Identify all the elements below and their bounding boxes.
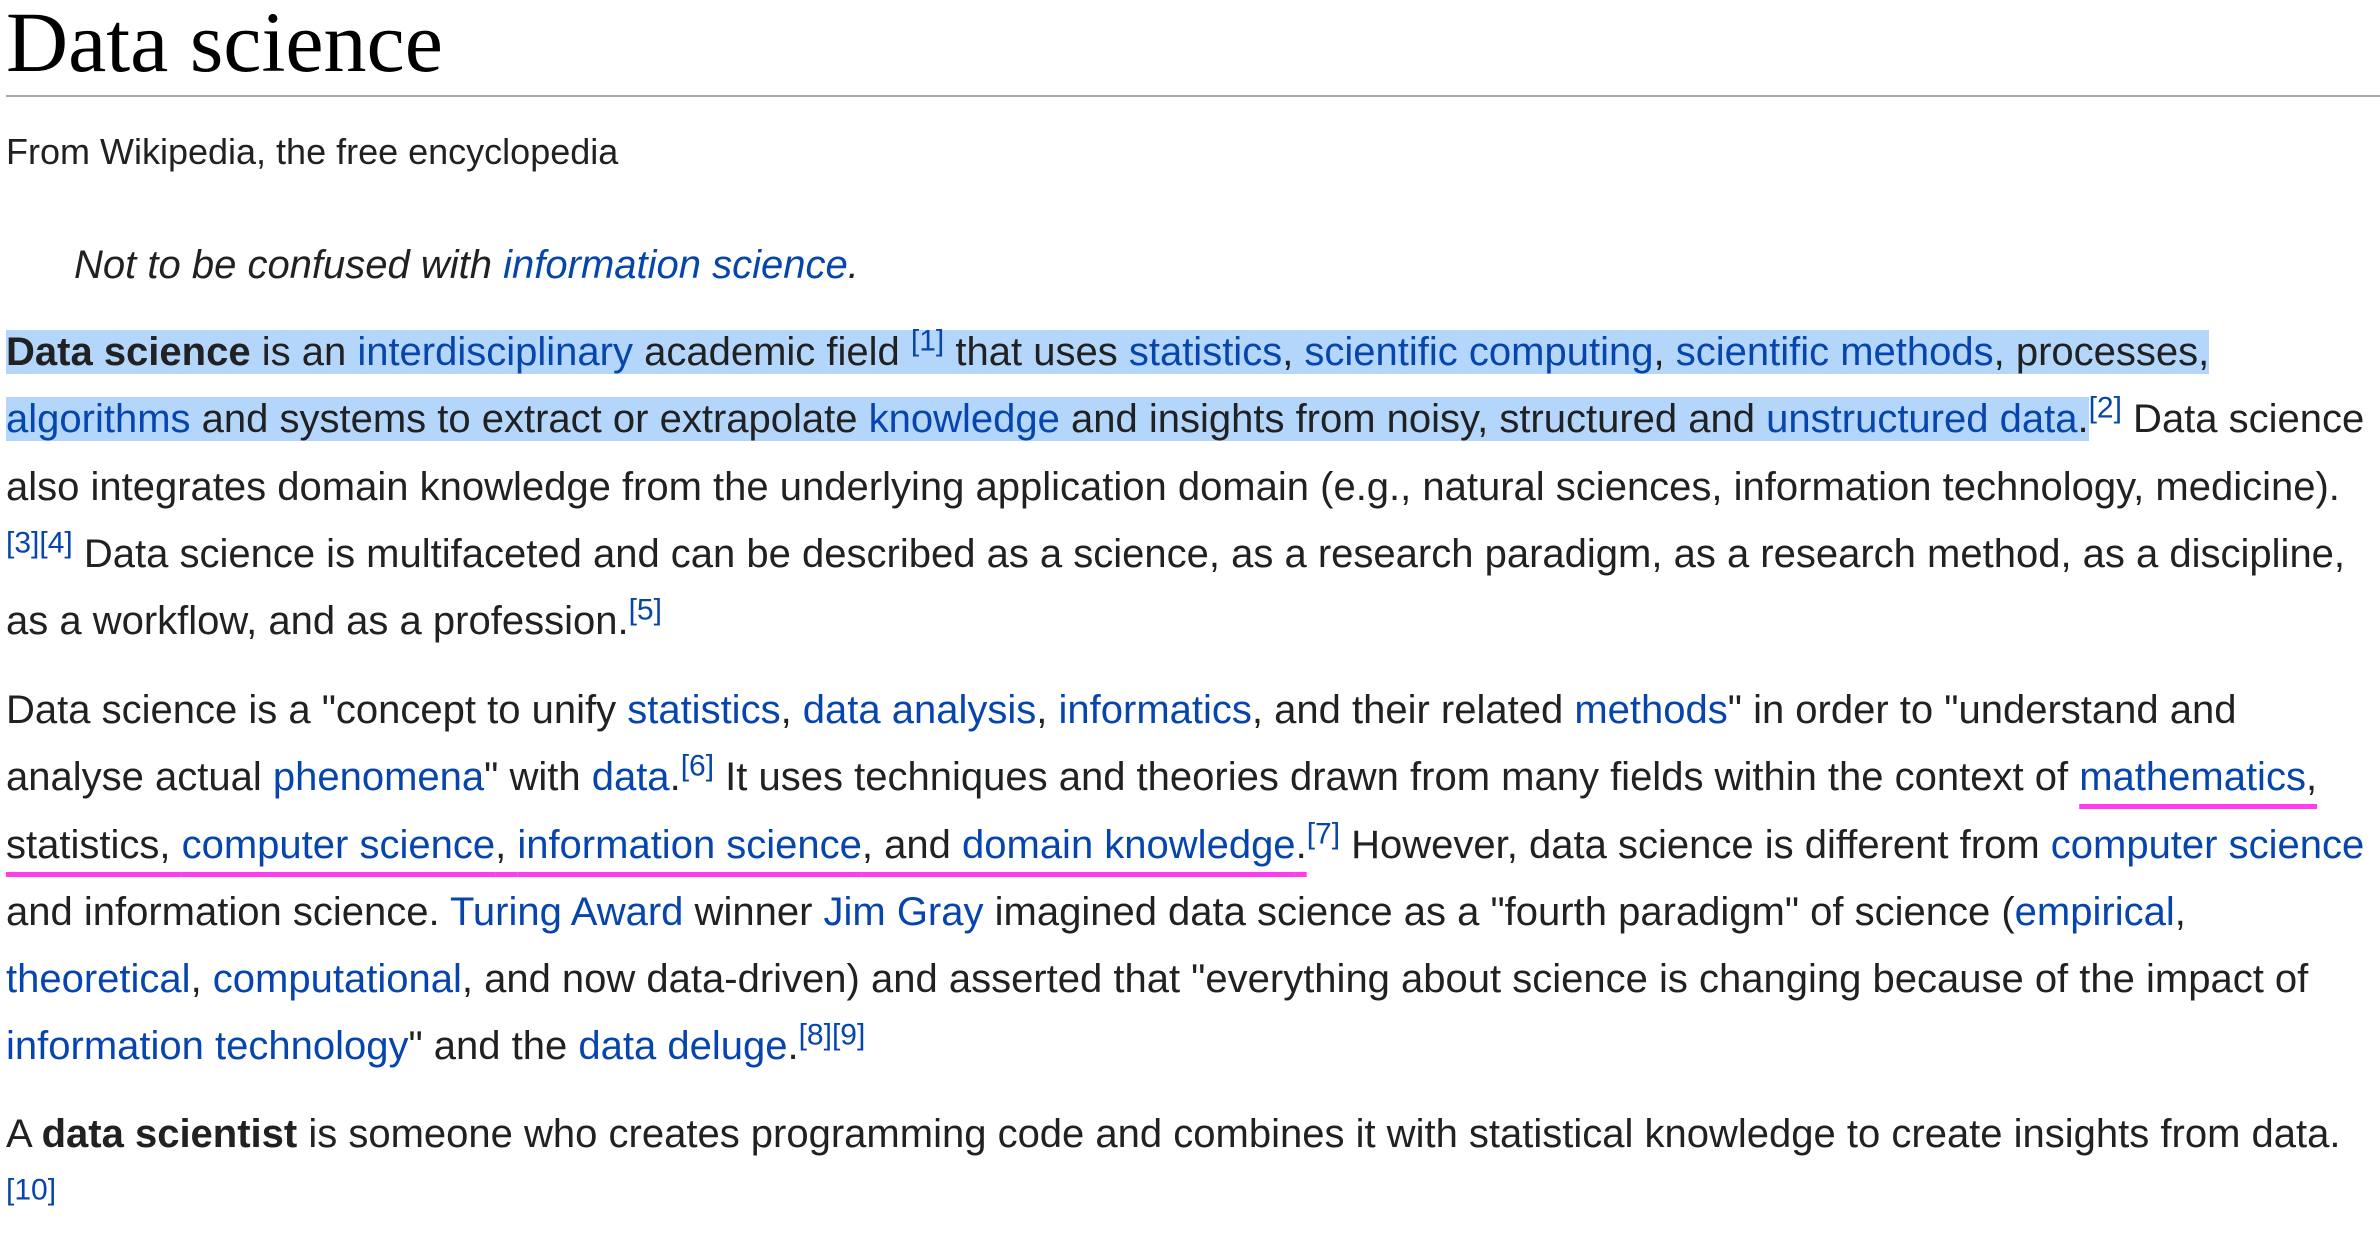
text: It uses techniques and theories drawn from many fields within the context of bbox=[714, 755, 2080, 800]
link-domain-knowledge[interactable]: domain knowledge bbox=[962, 822, 1296, 867]
text: is someone who creates programming code and combines it with statistical knowledge to create insights from data. bbox=[297, 1112, 2341, 1156]
hatnote bbox=[74, 238, 859, 292]
paragraph-data-scientist bbox=[6, 1101, 2372, 1236]
citation-8[interactable]: [8] bbox=[798, 1019, 832, 1053]
citation-2[interactable]: [2] bbox=[2088, 391, 2122, 425]
link-data-deluge[interactable]: data deluge bbox=[578, 1024, 788, 1069]
text: and systems to extract or extrapolate bbox=[190, 397, 869, 442]
text: . bbox=[1295, 822, 1307, 867]
text: " and the bbox=[408, 1024, 579, 1069]
text: Data science is a "concept to unify bbox=[6, 688, 628, 732]
text: that uses bbox=[944, 330, 1129, 374]
text: " in order to "understand and analyse actual bbox=[6, 688, 2237, 800]
text: " with bbox=[484, 755, 592, 800]
link-data-analysis[interactable]: data analysis bbox=[802, 688, 1037, 732]
citation bbox=[1307, 817, 1340, 850]
link-phenomena[interactable]: phenomena bbox=[272, 755, 485, 800]
text: , bbox=[2174, 889, 2186, 934]
link-knowledge[interactable]: knowledge bbox=[868, 397, 1060, 442]
text: , bbox=[190, 957, 213, 1002]
text: . bbox=[2077, 397, 2089, 442]
link-theoretical[interactable]: theoretical bbox=[6, 957, 191, 1002]
site-tagline: From Wikipedia, the free encyclopedia bbox=[6, 131, 619, 172]
text: . bbox=[669, 755, 681, 800]
text: , bbox=[1036, 688, 1059, 732]
text: However, data science is different from bbox=[1340, 822, 2051, 867]
citation bbox=[681, 750, 714, 783]
link-informatics[interactable]: informatics bbox=[1058, 688, 1252, 732]
link-statistics[interactable]: statistics bbox=[1128, 330, 1283, 374]
selected-text-highlight bbox=[6, 324, 2210, 442]
text: , bbox=[1282, 330, 1305, 374]
text: , and bbox=[861, 822, 962, 867]
link-methods[interactable]: methods bbox=[1574, 688, 1728, 732]
text: and insights from noisy, structured and bbox=[1059, 397, 1767, 442]
paragraph-intro bbox=[6, 319, 2372, 655]
text: , statistics, bbox=[6, 755, 2318, 867]
link-information-science-hatnote[interactable]: information science bbox=[503, 243, 848, 287]
link-information-technology[interactable]: information technology bbox=[6, 1024, 409, 1069]
text: , and now data-driven) and asserted that "everything about science is changing because of the impact of bbox=[461, 957, 2309, 1002]
text: Data science also integrates domain knowledge from the underlying application domain (e.g., natural sciences, information technology, medicine). bbox=[6, 397, 2365, 509]
link-data[interactable]: data bbox=[591, 755, 670, 800]
hatnote-prefix: Not to be confused with bbox=[74, 243, 504, 287]
link-computational[interactable]: computational bbox=[212, 957, 462, 1002]
text: , bbox=[1653, 330, 1676, 374]
citation-3[interactable]: [3] bbox=[6, 526, 40, 560]
text: is an bbox=[250, 330, 358, 374]
text: and information science. bbox=[6, 889, 450, 934]
citation-10[interactable]: [10] bbox=[6, 1173, 57, 1207]
text: Data science is multifaceted and can be described as a science, as a research paradigm, as a research method, as a discipline, as a workflow, and as a profession. bbox=[6, 531, 2346, 644]
citation bbox=[2089, 392, 2122, 425]
page-title: Data science bbox=[6, 0, 443, 90]
link-unstructured-data[interactable]: unstructured data bbox=[1766, 397, 2078, 442]
citation bbox=[911, 325, 944, 358]
link-computer-science-2[interactable]: computer science bbox=[2050, 822, 2365, 867]
citation-1[interactable]: [1] bbox=[910, 324, 945, 358]
text: , bbox=[495, 822, 518, 867]
link-scientific-methods[interactable]: scientific methods bbox=[1675, 330, 1994, 374]
text: , processes, bbox=[1993, 330, 2210, 374]
citation-9[interactable]: [9] bbox=[831, 1019, 866, 1053]
text: . bbox=[787, 1024, 799, 1069]
citation bbox=[629, 594, 662, 627]
link-statistics-2[interactable]: statistics bbox=[627, 688, 781, 732]
link-computer-science[interactable]: computer science bbox=[181, 822, 496, 867]
link-empirical[interactable]: empirical bbox=[2014, 889, 2175, 934]
citation-5[interactable]: [5] bbox=[628, 593, 662, 627]
paragraph-concept bbox=[6, 677, 2372, 1081]
bold-term-data-science: Data science bbox=[6, 330, 251, 374]
link-interdisciplinary[interactable]: interdisciplinary bbox=[357, 330, 633, 374]
text: academic field bbox=[632, 330, 911, 374]
citation bbox=[799, 1019, 866, 1052]
link-jim-gray[interactable]: Jim Gray bbox=[823, 889, 984, 934]
citation bbox=[6, 1174, 56, 1207]
link-mathematics[interactable]: mathematics bbox=[2079, 755, 2306, 800]
title-divider bbox=[6, 95, 2380, 97]
citation-6[interactable]: [6] bbox=[680, 749, 715, 783]
link-algorithms[interactable]: algorithms bbox=[6, 397, 191, 442]
link-information-science[interactable]: information science bbox=[517, 822, 862, 867]
link-turing-award[interactable]: Turing Award bbox=[449, 889, 684, 934]
text: imagined data science as a "fourth paradigm" of science ( bbox=[983, 889, 2015, 934]
citation-7[interactable]: [7] bbox=[1306, 817, 1341, 851]
citation-4[interactable]: [4] bbox=[39, 526, 73, 560]
bold-term-data-scientist: data scientist bbox=[41, 1112, 298, 1156]
hatnote-suffix: . bbox=[847, 243, 859, 287]
text: winner bbox=[683, 889, 824, 934]
text: , and their related bbox=[1251, 688, 1575, 732]
link-scientific-computing[interactable]: scientific computing bbox=[1304, 330, 1654, 374]
citation bbox=[6, 527, 73, 560]
text: A bbox=[6, 1112, 42, 1156]
text: , bbox=[780, 688, 803, 732]
